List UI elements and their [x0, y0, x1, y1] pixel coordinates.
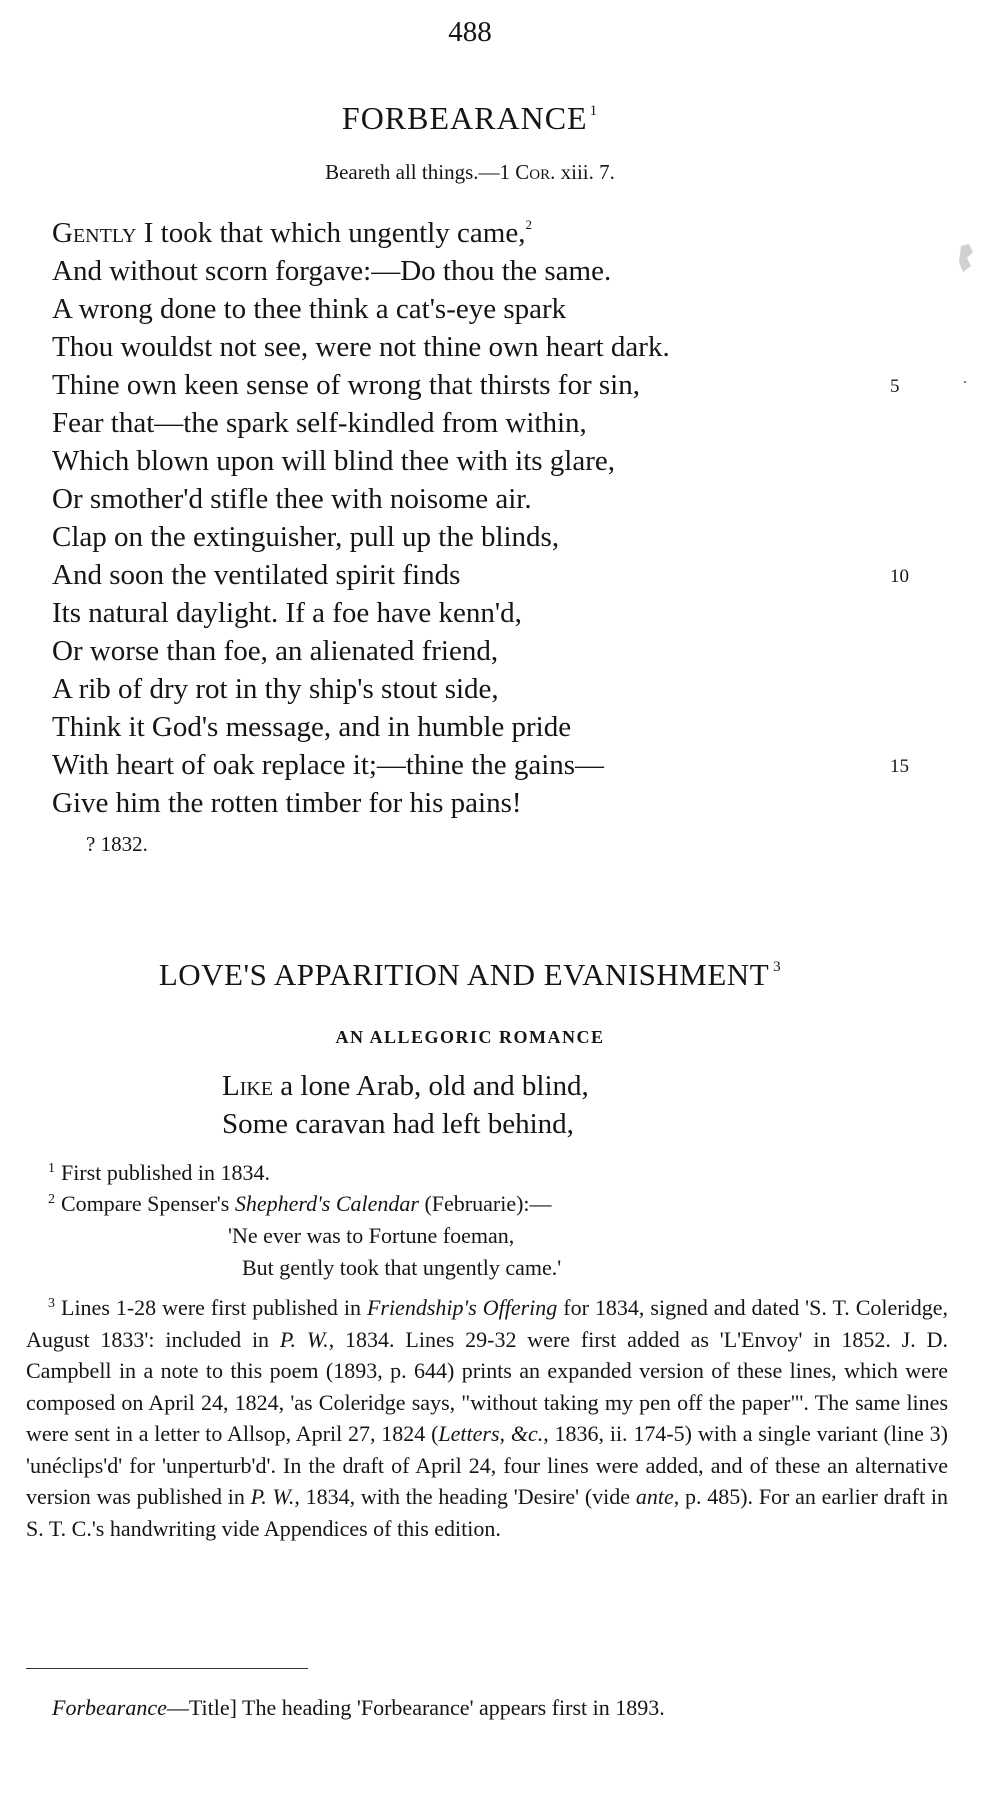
line-number-5: 5: [890, 376, 900, 397]
footnote-title: Friendship's Offering: [366, 1295, 558, 1320]
poem-line-13: A rib of dry rot in thy ship's stout side,: [52, 673, 499, 705]
line-number-10: 10: [890, 566, 909, 587]
drop-word: Like: [222, 1070, 274, 1102]
footnote-number: 2: [48, 1192, 55, 1207]
footnote-abbrev: P. W.: [250, 1484, 295, 1509]
poem-line-6: Fear that—the spark self-kindled from within,: [52, 407, 587, 439]
poem-subtitle: AN ALLEGORIC ROMANCE: [335, 1027, 605, 1047]
margin-dot-icon: ·: [962, 372, 968, 392]
poem-line-text: I took that which ungently came,: [136, 217, 526, 249]
poem-title-text: LOVE'S APPARITION AND EVANISHMENT: [158, 957, 770, 992]
footnote-ref-1: 1: [589, 103, 599, 119]
poem-line-12: Or worse than foe, an alienated friend,: [52, 635, 499, 667]
poem-date: ? 1832.: [86, 832, 148, 856]
poem-title-loves-apparition: [0, 957, 940, 993]
poem-title-text: FORBEARANCE: [341, 100, 588, 136]
footnote-ref-2: 2: [525, 217, 532, 232]
poem-line-14: Think it God's message, and in humble pride: [52, 711, 572, 743]
poem-line-1: [52, 216, 532, 251]
footnote-text: Lines 1-28 were first published in: [61, 1295, 367, 1320]
line-number-15: 15: [890, 756, 909, 777]
footnote-2-quote-line-1: 'Ne ever was to Fortune foeman,: [228, 1223, 515, 1248]
footnote-2-quote-line-2: But gently took that ungently came.': [242, 1255, 562, 1280]
footnote-text: , 1834, with the heading 'Desire' (vide: [294, 1484, 636, 1509]
footnote-title: Shepherd's Calendar: [234, 1191, 419, 1216]
footnote-title: Letters, &c.: [438, 1421, 544, 1446]
footnote-text: Compare Spenser's: [61, 1191, 235, 1216]
margin-smudge-icon: [955, 240, 977, 280]
poem-line-5: Thine own keen sense of wrong that thirsts for sin,: [52, 369, 640, 401]
variant-text: The heading 'Forbearance' appears first in 1893.: [236, 1695, 665, 1720]
poem-line-9: Clap on the extinguisher, pull up the blinds,: [52, 521, 560, 553]
epigraph: [0, 160, 940, 185]
epigraph-book: Cor.: [515, 160, 556, 184]
footnote-number: 3: [48, 1296, 55, 1311]
footnote-abbrev: ante: [635, 1484, 674, 1509]
footnote-ref-3: 3: [773, 959, 782, 975]
poem-line-7: Which blown upon will blind thee with its glare,: [52, 445, 615, 477]
poem-line-16: Give him the rotten timber for his pains!: [52, 787, 522, 819]
poem-line-11: Its natural daylight. If a foe have kenn'd,: [52, 597, 522, 629]
epigraph-text: Beareth all things.—1: [325, 160, 516, 184]
footnote-text: First published in 1834.: [61, 1160, 271, 1185]
poem-line-2: And without scorn forgave:—Do thou the same.: [52, 255, 612, 287]
variant-title-word: —Title]: [166, 1695, 237, 1720]
poem-line-3: A wrong done to thee think a cat's-eye spark: [52, 293, 567, 325]
footnote-divider: [26, 1668, 308, 1669]
page-number: 488: [448, 16, 492, 48]
footnote-text: , 1834. Lines 29-32 were first added as 'L'Envoy' in 1852. J. D. Campbell in a note to this poem (1893, p. 644) prints an expanded version of these lines, which were composed on April 24, 1824, 'as Coleridge says, "without taking my pen off the paper"'. The same lines were sent in a letter to Allsop, April 27, 1824 (: [26, 1326, 948, 1446]
poem-line-15: With heart of oak replace it;—thine the gains—: [52, 749, 605, 781]
footnote-number: 1: [48, 1161, 55, 1176]
variant-note: [52, 1695, 665, 1721]
poem-line-8: Or smother'd stifle thee with noisome air.: [52, 483, 532, 515]
drop-word: Gently: [52, 217, 137, 249]
footnote-3: [26, 1288, 948, 1544]
poem-line-text: a lone Arab, old and blind,: [273, 1070, 589, 1102]
footnote-text: , 1836, ii. 174-5) with a single variant (line 3) 'unéclips'd' for 'unperturb'd'. In the draft of April 24, four lines were added, and of these an alternative version was published in: [26, 1421, 948, 1509]
poem-title-forbearance: [0, 100, 940, 137]
variant-lemma: Forbearance: [52, 1695, 167, 1720]
poem2-line-1: [222, 1070, 589, 1103]
poem2-line-2: Some caravan had left behind,: [222, 1108, 574, 1140]
footnote-1: [48, 1160, 270, 1186]
footnote-text: (Februarie):—: [418, 1191, 552, 1216]
footnote-2: [48, 1191, 552, 1217]
epigraph-verse: xiii. 7.: [555, 160, 615, 184]
poem-line-4: Thou wouldst not see, were not thine own heart dark.: [52, 331, 670, 363]
footnote-abbrev: P. W.: [279, 1326, 329, 1352]
footnote-text: , p. 485). For an earlier draft in S. T. C.'s handwriting vide Appendices of this edition.: [26, 1484, 948, 1541]
footnote-text: for 1834, signed and dated 'S. T. Coleridge, August 1833': included in: [26, 1295, 948, 1352]
poem-line-10: And soon the ventilated spirit finds: [52, 559, 461, 591]
